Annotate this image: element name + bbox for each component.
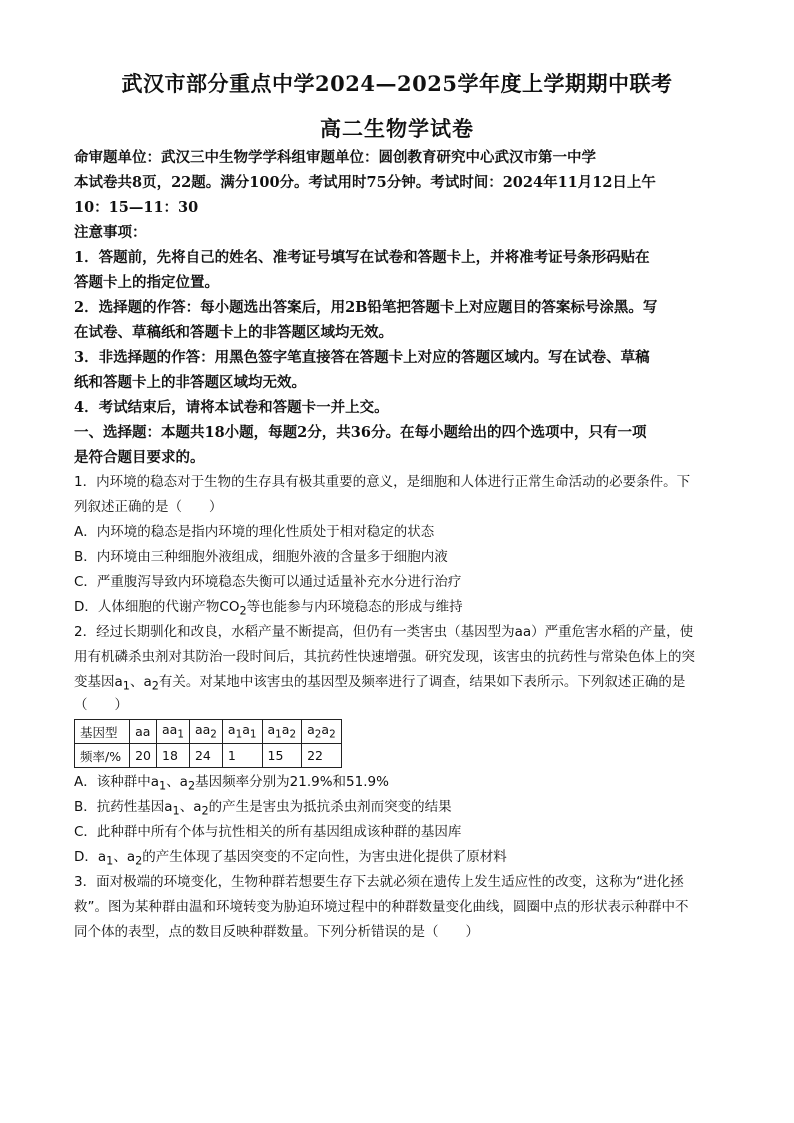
q1-option-b: B．内环境由三种细胞外液组成，细胞外液的含量多于细胞内液 [74,549,448,565]
exam-title: 武汉市部分重点中学2024—2025学年度上学期期中联考 [121,71,673,96]
note-line: 纸和答题卡上的非答题区域均无效。 [74,374,306,391]
meta-line-3: 10：15—11：30 [74,199,199,216]
genotype-cell: $aa_2$ [189,720,222,744]
q1-option-c: C．严重腹泻导致内环境稳态失衡可以通过适量补充水分进行治疗 [74,574,462,590]
q2-stem-cont: 用有机磷杀虫剂对其防治一段时间后，其抗药性快速增强。研究发现，该害虫的抗药性与常染色体上的突 [74,649,695,665]
frequency-cell: 18 [157,744,190,768]
note-line: 答题卡上的指定位置。 [74,274,219,291]
q2-stem: 2．经过长期驯化和改良，水稻产量不断提高，但仍有一类害虫（基因型为aa）严重危害水稻的产量，使 [74,624,694,640]
notes-heading: 注意事项： [74,224,147,241]
frequency-cell: 1 [222,744,262,768]
q3-stem-cont: 同个体的表型，点的数目反映种群数量。下列分析错误的是（ ） [74,924,479,940]
frequency-cell: 15 [262,744,302,768]
exam-subtitle: 高二生物学试卷 [320,116,474,141]
table-row [75,720,342,744]
section-heading: 一、选择题：本题共18小题，每题2分，共36分。在每小题给出的四个选项中，只有一项 [74,424,647,441]
table-header-cell: 频率/% [75,744,130,768]
genotype-frequency-table [74,719,342,768]
q3-stem-cont: 救”。图为某种群由温和环境转变为胁迫环境过程中的种群数量变化曲线，圆圈中点的形状表示种群中不 [74,899,689,915]
note-line: 3．非选择题的作答：用黑色签字笔直接答在答题卡上对应的答题区域内。写在试卷、草稿 [74,349,650,366]
q2-option-c: C．此种群中所有个体与抗性相关的所有基因组成该种群的基因库 [74,824,462,840]
note-line: 1．答题前，先将自己的姓名、准考证号填写在试卷和答题卡上，并将准考证号条形码贴在 [74,249,650,266]
q2-stem-cont: 变基因$a_1$、$a_2$有关。对某地中该害虫的基因型及频率进行了调查，结果如下表所示。下列叙述正确的是 [74,674,686,693]
frequency-cell: 20 [130,744,157,768]
meta-line-1: 命审题单位：武汉三中生物学学科组审题单位：圆创教育研究中心武汉市第一中学 [74,149,596,166]
q2-option-b: B．抗药性基因$a_1$、$a_2$的产生是害虫为抵抗杀虫剂而突变的结果 [74,799,452,818]
table-header-cell: 基因型 [75,720,130,744]
q1-stem: 1．内环境的稳态对于生物的生存具有极其重要的意义，是细胞和人体进行正常生命活动的必要条件。下 [74,474,691,490]
q2-option-d: D．$a_1$、$a_2$的产生体现了基因突变的不定向性，为害虫进化提供了原材料 [74,849,507,868]
q1-stem-cont: 列叙述正确的是（ ） [74,499,223,515]
q2-stem-bracket: （ ） [74,697,128,713]
q1-option-a: A．内环境的稳态是指内环境的理化性质处于相对稳定的状态 [74,524,435,540]
table-row [75,744,342,768]
note-line: 4．考试结束后，请将本试卷和答题卡一并上交。 [74,399,389,416]
q2-option-a: A．该种群中$a_1$、$a_2$基因频率分别为21.9%和51.9% [74,774,389,793]
genotype-cell: aa [130,720,157,744]
frequency-cell: 24 [189,744,222,768]
genotype-cell: $a_2a_2$ [302,720,342,744]
q3-stem: 3．面对极端的环境变化，生物种群若想要生存下去就必须在遗传上发生适应性的改变，这称为“进化拯 [74,874,684,890]
genotype-cell: $aa_1$ [157,720,190,744]
genotype-cell: $a_1a_1$ [222,720,262,744]
genotype-cell: $a_1a_2$ [262,720,302,744]
note-line: 在试卷、草稿纸和答题卡上的非答题区域均无效。 [74,324,393,341]
frequency-cell: 22 [302,744,342,768]
meta-line-2: 本试卷共8页，22题。满分100分。考试用时75分钟。考试时间：2024年11月12日上午 [74,174,656,191]
section-heading-cont: 是符合题目要求的。 [74,449,205,466]
note-line: 2．选择题的作答：每小题选出答案后，用2B铅笔把答题卡上对应题目的答案标号涂黑。写 [74,299,658,316]
q1-option-d: D．人体细胞的代谢产物$CO_2$等也能参与内环境稳态的形成与维持 [74,599,463,618]
